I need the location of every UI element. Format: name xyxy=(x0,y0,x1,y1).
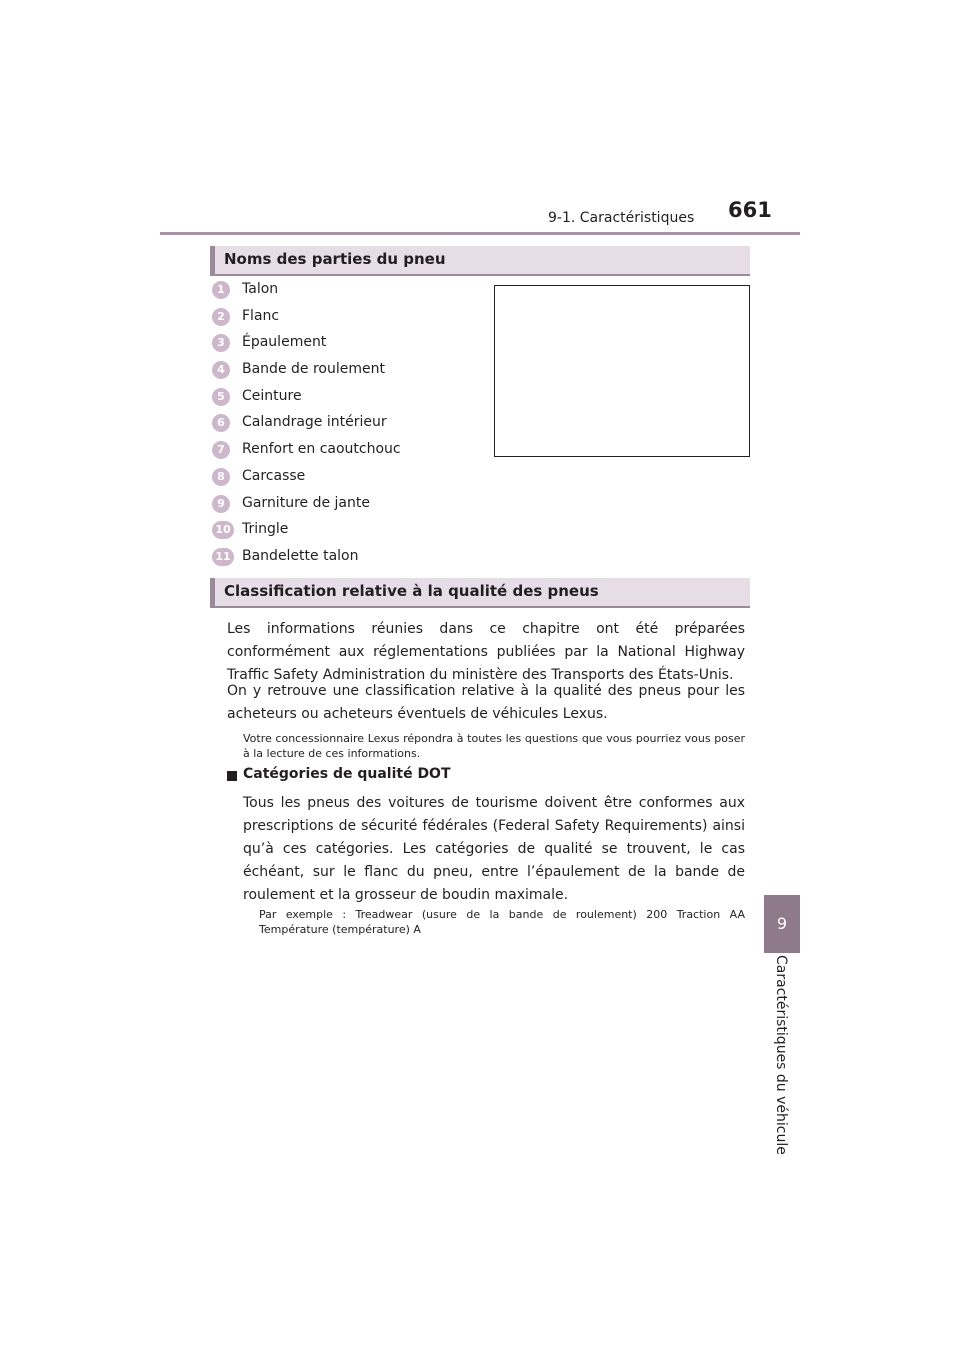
note-dealer: Votre concessionnaire Lexus répondra à toutes les questions que vous pourriez vous poser à la lecture de ces informations. xyxy=(243,732,745,760)
section-heading-quality-classification xyxy=(210,578,750,608)
item-number-badge: 7 xyxy=(212,441,230,459)
tire-part-label: Épaulement xyxy=(242,334,327,351)
item-number-badge: 4 xyxy=(212,361,230,379)
tire-part-label: Talon xyxy=(242,281,279,297)
paragraph-intro: Les informations réunies dans ce chapitre ont été préparées conformément aux réglementations publiées par la National Highway Traffic Safety Administration du ministère des Transports des États-Unis. xyxy=(227,621,745,683)
item-number-badge: 9 xyxy=(212,495,230,513)
subheading-dot-grades: Catégories de qualité DOT xyxy=(243,766,451,782)
tire-part-label: Calandrage intérieur xyxy=(242,414,387,431)
item-number-badge: 5 xyxy=(212,388,230,406)
paragraph-dot-grades: Tous les pneus des voitures de tourisme doivent être conformes aux prescriptions de sécurité fédérales (Federal Safety Requirements) ainsi qu’à ces catégories. Les catégories de qualité se trouvent, le cas échéant, sur le flanc du pneu, entre l’épaulement de la bande de roulement et la grosseur de boudin maximale. xyxy=(243,795,745,903)
section-heading-text: Classification relative à la qualité des pneus xyxy=(224,582,599,600)
header-section-title: 9-1. Caractéristiques xyxy=(548,210,695,226)
paragraph-classification: On y retrouve une classification relative à la qualité des pneus pour les acheteurs ou acheteurs éventuels de véhicules Lexus. xyxy=(227,683,745,722)
item-number-badge: 1 xyxy=(212,281,230,299)
tire-part-label: Bandelette talon xyxy=(242,547,359,564)
chapter-tab-label: Caractéristiques du véhicule xyxy=(773,955,789,1155)
square-bullet-icon xyxy=(227,771,237,781)
note-example: Par exemple : Treadwear (usure de la bande de roulement) 200 Traction AA Température (température) A xyxy=(259,908,745,936)
item-number-badge: 8 xyxy=(212,468,230,486)
item-number-badge: 6 xyxy=(212,414,230,432)
tire-part-label: Bande de roulement xyxy=(242,361,385,378)
section-heading-text: Noms des parties du pneu xyxy=(224,250,446,268)
page-number: 661 xyxy=(728,198,772,222)
item-number-badge: 10 xyxy=(212,521,234,539)
tire-part-label: Garniture de jante xyxy=(242,494,370,511)
tire-part-label: Flanc xyxy=(242,307,280,324)
tire-part-label: Carcasse xyxy=(242,467,306,484)
tire-diagram-frame xyxy=(494,285,750,457)
item-number-badge: 3 xyxy=(212,334,230,352)
chapter-tab: 9 xyxy=(764,895,800,953)
item-number-badge: 11 xyxy=(212,548,234,566)
tire-part-label: Tringle xyxy=(242,521,289,538)
tire-part-label: Renfort en caoutchouc xyxy=(242,441,401,458)
item-number-badge: 2 xyxy=(212,308,230,326)
section-heading-tire-parts xyxy=(210,246,750,276)
tire-part-label: Ceinture xyxy=(242,387,302,404)
header-divider xyxy=(160,232,800,235)
